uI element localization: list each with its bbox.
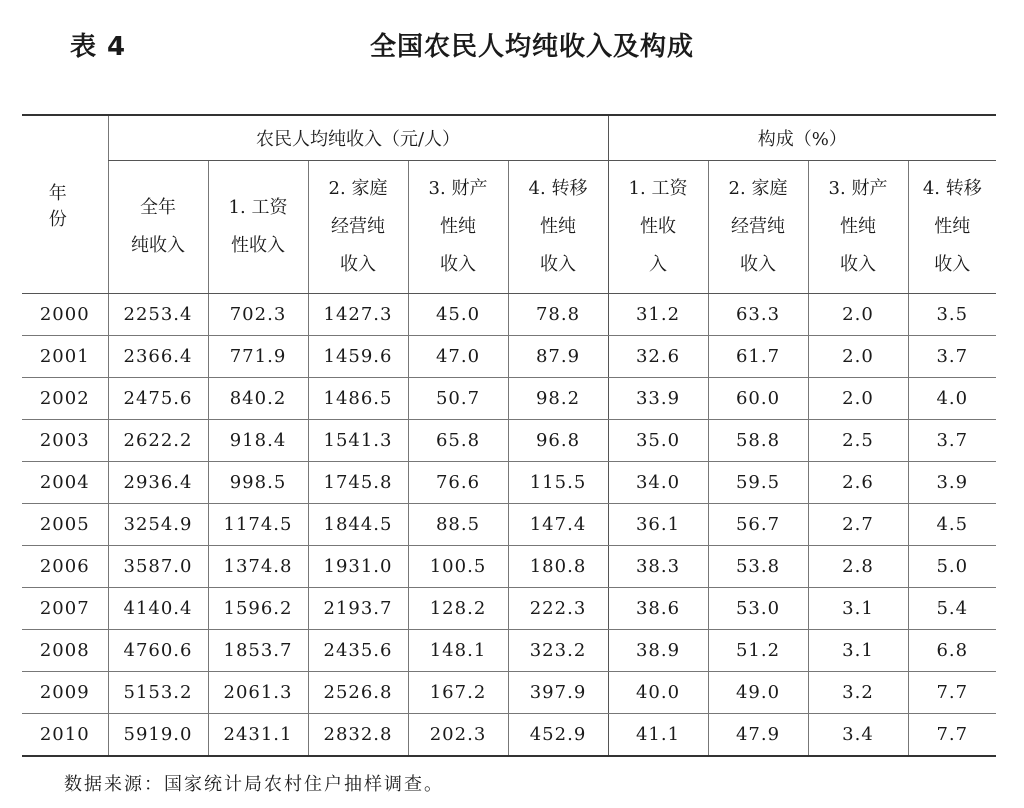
header-line: 1. 工资 (228, 197, 288, 218)
value-cell: 1459.6 (308, 336, 408, 378)
table-row (22, 294, 996, 336)
income-col-header-2 (308, 161, 408, 294)
value-cell: 78.8 (508, 294, 608, 336)
table-row (22, 378, 996, 420)
value-cell: 47.9 (708, 714, 808, 757)
year-cell: 2008 (22, 630, 108, 672)
value-cell: 51.2 (708, 630, 808, 672)
value-cell: 115.5 (508, 462, 608, 504)
value-cell: 2061.3 (208, 672, 308, 714)
value-cell: 148.1 (408, 630, 508, 672)
value-cell: 1844.5 (308, 504, 408, 546)
header-line: 收入 (740, 254, 776, 275)
year-column-header: 年 份 (22, 115, 108, 294)
table-row (22, 714, 996, 757)
value-cell: 3.1 (808, 588, 908, 630)
value-cell: 2.8 (808, 546, 908, 588)
value-cell: 53.0 (708, 588, 808, 630)
value-cell: 397.9 (508, 672, 608, 714)
value-cell: 5153.2 (108, 672, 208, 714)
value-cell: 76.6 (408, 462, 508, 504)
value-cell: 96.8 (508, 420, 608, 462)
value-cell: 1541.3 (308, 420, 408, 462)
header-line: 4. 转移 (528, 178, 588, 199)
value-cell: 167.2 (408, 672, 508, 714)
table-body (22, 294, 996, 757)
header-line: 收入 (340, 254, 376, 275)
table-row (22, 588, 996, 630)
value-cell: 2.0 (808, 378, 908, 420)
header-line: 2. 家庭 (328, 178, 388, 199)
value-cell: 202.3 (408, 714, 508, 757)
header-line: 3. 财产 (428, 178, 488, 199)
value-cell: 3.7 (908, 420, 996, 462)
value-cell: 2366.4 (108, 336, 208, 378)
income-table (22, 114, 996, 757)
income-group-header: 农民人均纯收入（元/人） (108, 115, 608, 161)
value-cell: 4.0 (908, 378, 996, 420)
value-cell: 38.3 (608, 546, 708, 588)
header-line: 性收 (640, 216, 676, 237)
value-cell: 840.2 (208, 378, 308, 420)
income-col-header-1 (208, 161, 308, 294)
year-cell: 2007 (22, 588, 108, 630)
value-cell: 3.4 (808, 714, 908, 757)
header-line: 性收入 (231, 235, 285, 256)
value-cell: 2.0 (808, 294, 908, 336)
value-cell: 60.0 (708, 378, 808, 420)
composition-col-header-1 (708, 161, 808, 294)
value-cell: 56.7 (708, 504, 808, 546)
value-cell: 47.0 (408, 336, 508, 378)
value-cell: 50.7 (408, 378, 508, 420)
value-cell: 7.7 (908, 714, 996, 757)
table-row (22, 672, 996, 714)
value-cell: 3.5 (908, 294, 996, 336)
header-line: 性纯 (840, 216, 876, 237)
value-cell: 36.1 (608, 504, 708, 546)
year-cell: 2002 (22, 378, 108, 420)
year-cell: 2005 (22, 504, 108, 546)
year-cell: 2009 (22, 672, 108, 714)
header-line: 性纯 (440, 216, 476, 237)
value-cell: 5.0 (908, 546, 996, 588)
header-line: 收入 (934, 254, 971, 275)
value-cell: 49.0 (708, 672, 808, 714)
value-cell: 918.4 (208, 420, 308, 462)
value-cell: 2.7 (808, 504, 908, 546)
year-cell: 2001 (22, 336, 108, 378)
value-cell: 3.7 (908, 336, 996, 378)
year-cell: 2003 (22, 420, 108, 462)
year-cell: 2004 (22, 462, 108, 504)
composition-col-header-3 (908, 161, 996, 294)
value-cell: 2526.8 (308, 672, 408, 714)
value-cell: 2936.4 (108, 462, 208, 504)
value-cell: 3.1 (808, 630, 908, 672)
value-cell: 323.2 (508, 630, 608, 672)
value-cell: 222.3 (508, 588, 608, 630)
value-cell: 2435.6 (308, 630, 408, 672)
value-cell: 2253.4 (108, 294, 208, 336)
table-number-label: 表 4 (70, 32, 127, 62)
header-line: 3. 财产 (828, 178, 888, 199)
value-cell: 4.5 (908, 504, 996, 546)
value-cell: 63.3 (708, 294, 808, 336)
value-cell: 45.0 (408, 294, 508, 336)
value-cell: 6.8 (908, 630, 996, 672)
value-cell: 87.9 (508, 336, 608, 378)
header-line: 纯收入 (131, 235, 185, 256)
value-cell: 41.1 (608, 714, 708, 757)
value-cell: 1596.2 (208, 588, 308, 630)
value-cell: 58.8 (708, 420, 808, 462)
value-cell: 65.8 (408, 420, 508, 462)
value-cell: 40.0 (608, 672, 708, 714)
value-cell: 31.2 (608, 294, 708, 336)
value-cell: 1374.8 (208, 546, 308, 588)
value-cell: 2832.8 (308, 714, 408, 757)
value-cell: 4140.4 (108, 588, 208, 630)
value-cell: 34.0 (608, 462, 708, 504)
value-cell: 3.9 (908, 462, 996, 504)
value-cell: 38.6 (608, 588, 708, 630)
header-line: 经营纯 (331, 216, 385, 237)
header-line: 全年 (140, 197, 176, 218)
value-cell: 3254.9 (108, 504, 208, 546)
value-cell: 1931.0 (308, 546, 408, 588)
table-row (22, 420, 996, 462)
table-row (22, 546, 996, 588)
income-col-header-4 (508, 161, 608, 294)
value-cell: 5.4 (908, 588, 996, 630)
value-cell: 2.0 (808, 336, 908, 378)
table-row (22, 504, 996, 546)
value-cell: 452.9 (508, 714, 608, 757)
header-line: 性纯 (540, 216, 576, 237)
income-col-header-3 (408, 161, 508, 294)
value-cell: 128.2 (408, 588, 508, 630)
value-cell: 98.2 (508, 378, 608, 420)
value-cell: 3.2 (808, 672, 908, 714)
table-row (22, 630, 996, 672)
header-line: 入 (649, 254, 667, 275)
value-cell: 2622.2 (108, 420, 208, 462)
table-title: 全国农民人均纯收入及构成 (369, 32, 694, 62)
sub-header-row (22, 161, 996, 294)
value-cell: 1174.5 (208, 504, 308, 546)
value-cell: 3587.0 (108, 546, 208, 588)
income-col-header-0 (108, 161, 208, 294)
value-cell: 998.5 (208, 462, 308, 504)
value-cell: 2.5 (808, 420, 908, 462)
header-line: 性纯 (934, 216, 971, 237)
value-cell: 2431.1 (208, 714, 308, 757)
value-cell: 2193.7 (308, 588, 408, 630)
value-cell: 100.5 (408, 546, 508, 588)
value-cell: 1853.7 (208, 630, 308, 672)
header-line: 收入 (540, 254, 576, 275)
value-cell: 2475.6 (108, 378, 208, 420)
value-cell: 59.5 (708, 462, 808, 504)
value-cell: 7.7 (908, 672, 996, 714)
value-cell: 180.8 (508, 546, 608, 588)
value-cell: 53.8 (708, 546, 808, 588)
table-row (22, 462, 996, 504)
year-cell: 2000 (22, 294, 108, 336)
header-line: 2. 家庭 (728, 178, 788, 199)
value-cell: 2.6 (808, 462, 908, 504)
value-cell: 33.9 (608, 378, 708, 420)
table-row (22, 336, 996, 378)
header-line: 收入 (840, 254, 876, 275)
value-cell: 4760.6 (108, 630, 208, 672)
value-cell: 32.6 (608, 336, 708, 378)
value-cell: 5919.0 (108, 714, 208, 757)
year-cell: 2010 (22, 714, 108, 757)
composition-col-header-2 (808, 161, 908, 294)
value-cell: 88.5 (408, 504, 508, 546)
value-cell: 771.9 (208, 336, 308, 378)
source-note: 数据来源：国家统计局农村住户抽样调查。 (64, 774, 444, 795)
header-line: 4. 转移 (922, 178, 982, 199)
value-cell: 38.9 (608, 630, 708, 672)
value-cell: 61.7 (708, 336, 808, 378)
value-cell: 702.3 (208, 294, 308, 336)
value-cell: 1486.5 (308, 378, 408, 420)
value-cell: 1745.8 (308, 462, 408, 504)
value-cell: 35.0 (608, 420, 708, 462)
year-cell: 2006 (22, 546, 108, 588)
value-cell: 1427.3 (308, 294, 408, 336)
composition-col-header-0 (608, 161, 708, 294)
composition-group-header: 构成（%） (608, 115, 996, 161)
value-cell: 147.4 (508, 504, 608, 546)
header-line: 收入 (440, 254, 476, 275)
header-line: 经营纯 (731, 216, 785, 237)
header-line: 1. 工资 (628, 178, 688, 199)
